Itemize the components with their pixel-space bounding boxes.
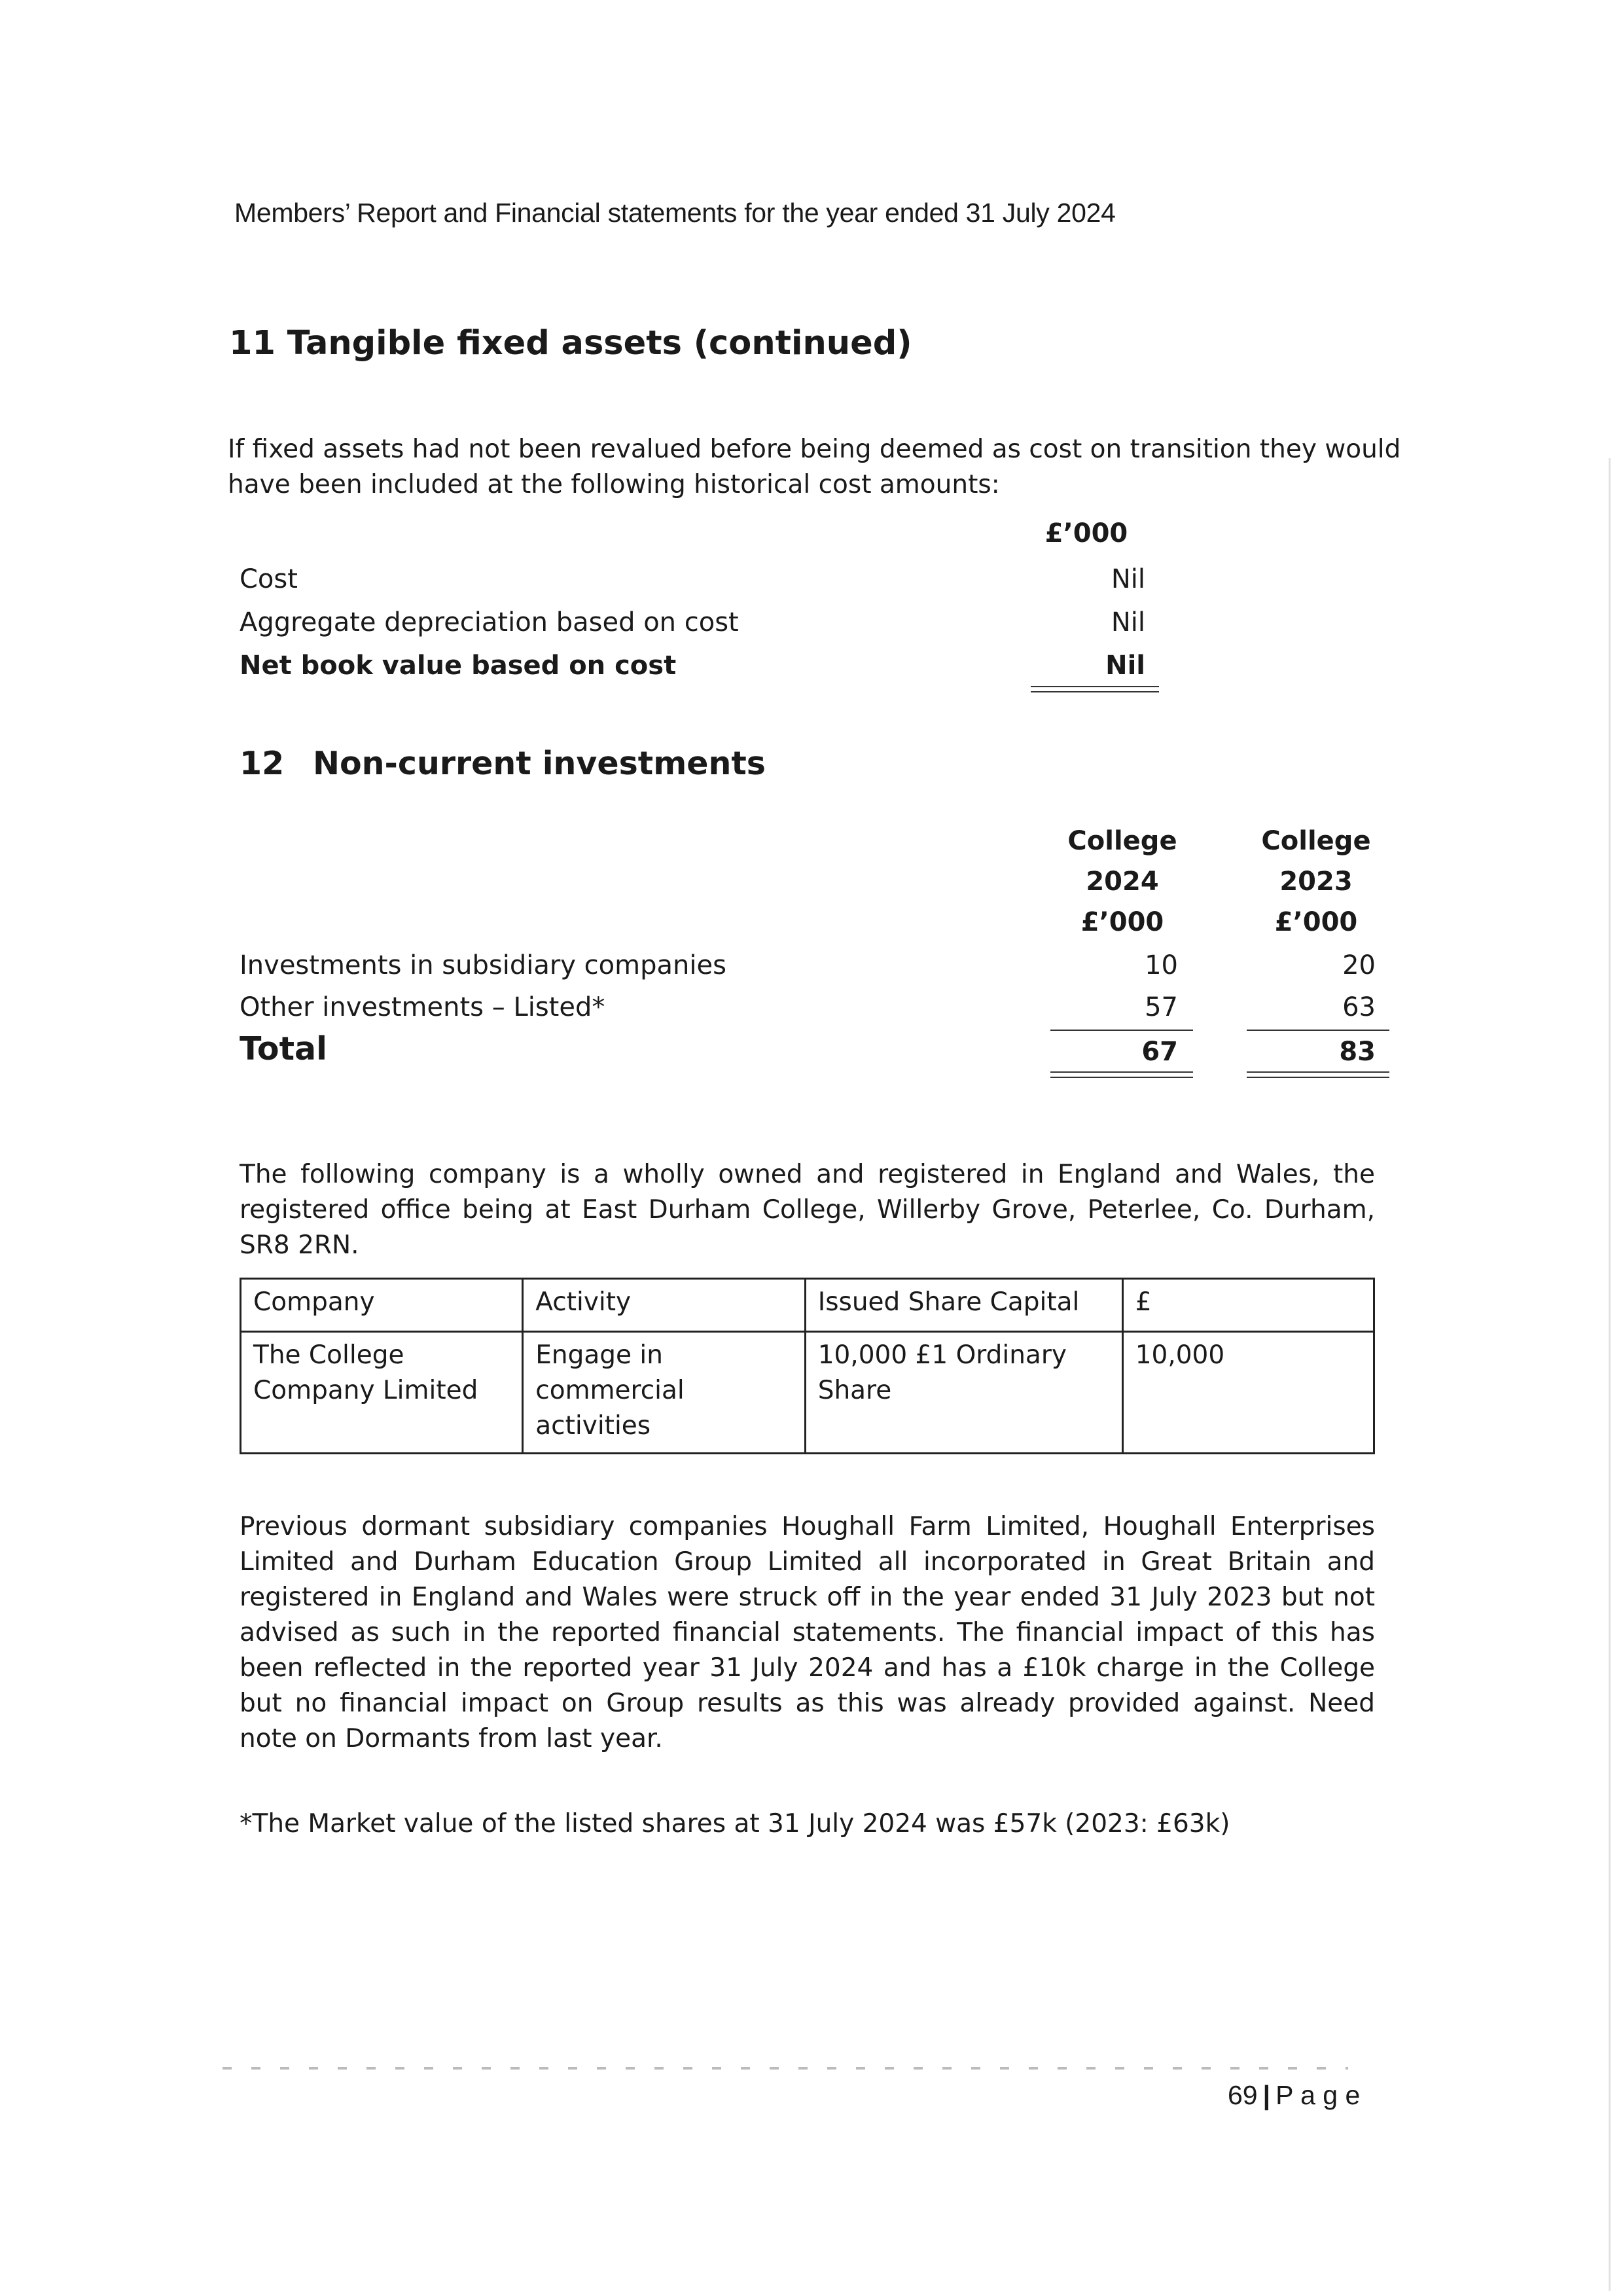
row-net-book-value-label: Net book value based on cost [240,651,677,681]
row-investments-subsidiary-label: Investments in subsidiary companies [240,950,726,980]
section-12-heading [240,745,766,782]
column-2024-line2: 2024 [1086,867,1159,897]
section-11-intro: If fixed assets had not been revalued before being deemed as cost on transition they would have been included at the following historical cost amounts: [228,435,1401,499]
row-aggregate-depreciation-value: Nil [1111,607,1145,637]
dormant-subsidiaries-paragraph: Previous dormant subsidiary companies Houghall Farm Limited, Houghall Enterprises Limited and Durham Education Group Limited all incorporated in Great Britain and registered in England and Wales were struck off in the year ended 31 July 2023 but not advised as such in the reported financial statements. The financial impact of this has been reflected in the reported year 31 July 2024 and has a £10k charge in the College but no financial impact on Group results as this was already provided against. Need note on Dormants from last year. [240,1512,1375,1753]
nbv-double-rule-bottom [1031,691,1159,692]
column-2024-line3: £’000 [1080,907,1164,937]
nbv-double-rule-top [1031,686,1159,687]
row-total-2023: 83 [1339,1037,1376,1067]
row-aggregate-depreciation-label: Aggregate depreciation based on cost [240,607,739,637]
row-cost-value: Nil [1111,564,1145,594]
row-other-investments-2024: 57 [1145,992,1178,1022]
section-12-title: Non-current investments [313,745,766,782]
row-other-investments-2023: 63 [1342,992,1376,1022]
row-investments-subsidiary-2024: 10 [1145,950,1178,980]
column-2024-line1: College [1067,826,1177,856]
market-value-footnote: *The Market value of the listed shares at 31 July 2024 was £57k (2023: £63k) [240,1809,1230,1839]
table-cell-activity: Engage in commercial activities [523,1332,805,1454]
total-double-rule-2024-top [1050,1071,1193,1073]
section-11-heading: 11 Tangible fixed assets (continued) [229,324,912,363]
section-12-number: 12 [240,745,285,782]
subtotal-rule-2023 [1247,1030,1389,1031]
column-college-2023 [1228,821,1404,942]
page-number [1228,2080,1360,2111]
table-header-company: Company [241,1279,523,1332]
table-cell-company: The College Company Limited [241,1332,523,1454]
total-double-rule-2023-bottom [1247,1077,1389,1078]
page-number-word: P a g e [1275,2080,1361,2110]
table-header-pound: £ [1122,1279,1374,1332]
table-header-activity: Activity [523,1279,805,1332]
column-2023-line2: 2023 [1279,867,1353,897]
subsidiary-company-table [240,1278,1375,1454]
row-net-book-value-value: Nil [1105,651,1145,681]
company-registration-paragraph: The following company is a wholly owned and registered in England and Wales, the registered office being at East Durham College, Willerby Grove, Peterlee, Co. Durham, SR8 2RN. [240,1160,1375,1260]
column-2023-line3: £’000 [1274,907,1358,937]
row-total-label: Total [240,1030,327,1067]
table-header-row [241,1279,1374,1332]
page-number-separator: | [1262,2080,1271,2110]
row-cost-label: Cost [240,564,298,594]
table-header-issued-share-capital: Issued Share Capital [805,1279,1122,1332]
table-cell-issued-share-capital: 10,000 £1 Ordinary Share [805,1332,1122,1454]
scan-edge-line [1609,458,1611,2291]
row-investments-subsidiary-2023: 20 [1342,950,1376,980]
total-double-rule-2024-bottom [1050,1077,1193,1078]
row-total-2024: 67 [1141,1037,1178,1067]
row-other-investments-label: Other investments – Listed* [240,992,605,1022]
table-cell-amount: 10,000 [1122,1332,1374,1454]
section-11-column-header: £’000 [1044,518,1128,548]
table-row [241,1332,1374,1454]
footer-divider [223,2067,1348,2070]
total-double-rule-2023-top [1247,1071,1389,1073]
subtotal-rule-2024 [1050,1030,1193,1031]
column-2023-line1: College [1261,826,1371,856]
column-college-2024 [1034,821,1211,942]
page-number-value: 69 [1228,2080,1258,2110]
report-header: Members’ Report and Financial statements for the year ended 31 July 2024 [234,198,1116,228]
